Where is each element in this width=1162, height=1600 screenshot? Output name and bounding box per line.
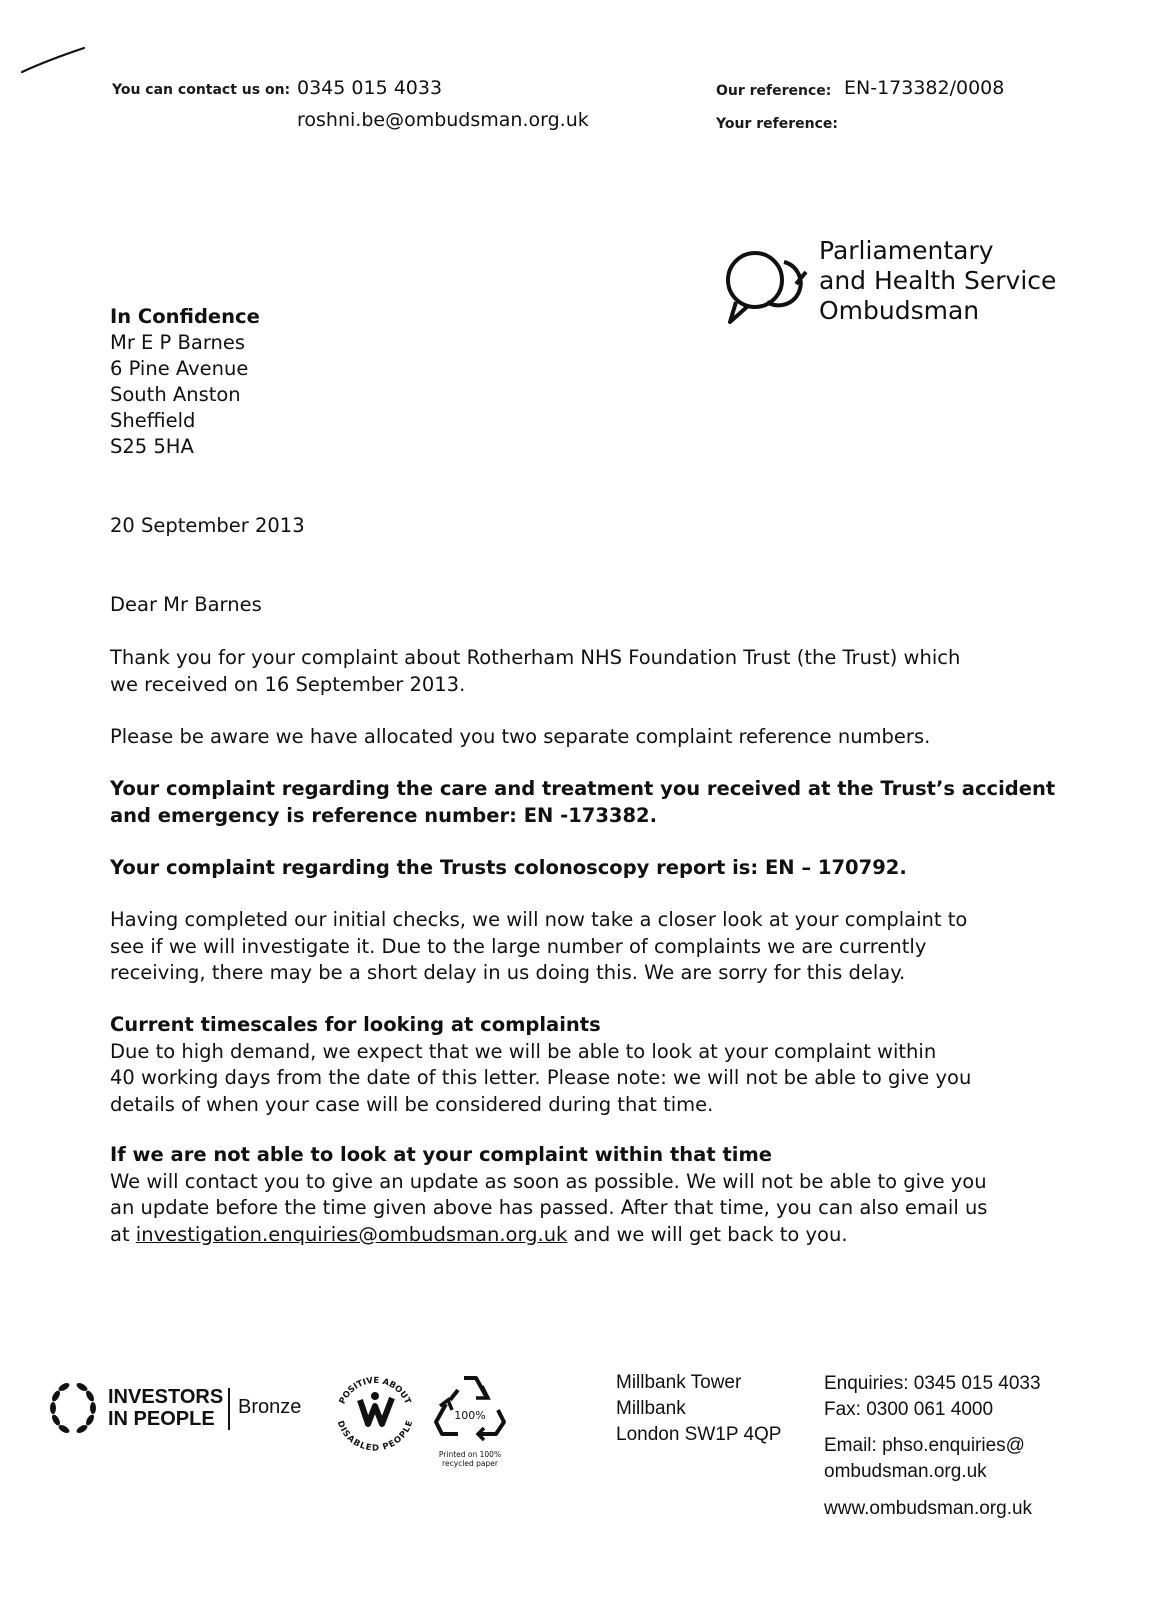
paragraph-line: see if we will investigate it. Due to the large number of complaints we are currently [110,934,927,958]
contact-email: roshni.be@ombudsman.org.uk [297,109,589,131]
footer-email-line-1: Email: phso.enquiries@ [824,1435,1025,1456]
paragraph-intro [110,645,1040,698]
address-line: London SW1P 4QP [616,1424,782,1445]
recycle-caption [432,1450,508,1468]
paragraph-initial-checks [110,907,1040,987]
paragraph-line: Thank you for your complaint about Rotherham NHS Foundation Trust (the Trust) which [110,646,961,669]
paragraph-line: Due to high demand, we expect that we will be able to look at your complaint within [110,1039,937,1063]
laurel-wreath-icon [44,1378,102,1438]
paragraph-line: We will contact you to give an update as soon as possible. We will not be able to give you [110,1169,987,1193]
your-reference-label: Your reference: [716,116,838,132]
positive-about-disabled-people-icon [330,1372,420,1452]
recycle-caption-line: Printed on 100% [438,1450,502,1459]
logo-line-2: and Health Service [819,266,1057,295]
paragraph-references [110,724,1040,751]
logo-line-1: Parliamentary [819,236,994,265]
footer-website[interactable]: www.ombudsman.org.uk [824,1498,1033,1519]
section-heading: If we are not able to look at your complaint within that time [110,1143,772,1166]
footer-address [616,1370,781,1448]
iip-level: Bronze [238,1396,302,1418]
in-confidence: In Confidence [110,305,260,328]
address-line: Millbank Tower [616,1372,742,1393]
recipient-city: Sheffield [110,409,196,432]
recipient-area: South Anston [110,383,241,406]
disabled-top-text: POSITIVE ABOUT [337,1375,413,1406]
paragraph-line: details of when your case will be considered during that time. [110,1092,714,1116]
paragraph-line: 40 working days from the date of this letter. Please note: we will not be able to give you [110,1066,972,1089]
our-reference-value: EN-173382/0008 [844,77,1005,99]
paragraph-line: Your complaint regarding the care and treatment you received at the Trust’s accident [110,777,1056,800]
paragraph-reference-colonoscopy [110,855,1040,882]
recycle-caption-line: recycled paper [442,1459,498,1468]
contact-phone: 0345 015 4033 [297,77,443,99]
enquiries-email-link[interactable]: investigation.enquiries@ombudsman.org.uk [135,1222,568,1246]
speech-bubble-logo-icon [722,244,810,330]
investors-in-people-logo [108,1386,223,1430]
pen-mark [18,40,98,80]
paragraph-line: we received on 16 September 2013. [110,672,466,696]
text-prefix: at [110,1222,136,1246]
address-line: Millbank [616,1398,686,1419]
paragraph-line [110,1222,1040,1249]
recipient-postcode: S25 5HA [110,435,194,458]
recipient-street: 6 Pine Avenue [110,357,249,380]
disabled-bottom-text: DISABLED PEOPLE [334,1419,416,1452]
paragraph-line: Your complaint regarding the Trusts colonoscopy report is: EN – 170792. [110,856,907,879]
recycle-icon [428,1370,512,1446]
paragraph-reference-ae [110,776,1056,829]
our-reference-label: Our reference: [716,83,832,99]
recipient-name: Mr E P Barnes [110,331,246,354]
footer-fax: Fax: 0300 061 4000 [824,1399,994,1420]
paragraph-line: an update before the time given above has passed. After that time, you can also email us [110,1196,988,1219]
paragraph-line: receiving, there may be a short delay in us doing this. We are sorry for this delay. [110,961,906,984]
paragraph-timescales [110,1012,1040,1118]
section-heading: Current timescales for looking at complaints [110,1013,601,1036]
iip-line-2: IN PEOPLE [108,1408,215,1430]
paragraph-not-able [110,1142,1040,1248]
salutation: Dear Mr Barnes [110,593,262,616]
paragraph-line: Having completed our initial checks, we will now take a closer look at your complaint to [110,908,968,931]
letter-date: 20 September 2013 [110,514,305,537]
paragraph-line: Please be aware we have allocated you two separate complaint reference numbers. [110,725,931,748]
iip-divider [228,1388,230,1430]
paragraph-line: and emergency is reference number: EN -173382. [110,803,658,827]
footer-enquiries: Enquiries: 0345 015 4033 [824,1373,1041,1394]
contact-label: You can contact us on: [112,82,291,98]
recycle-percent: 100% [454,1409,486,1422]
text-suffix: and we will get back to you. [567,1222,848,1246]
logo-line-3: Ombudsman [819,296,980,325]
footer-email-line-2: ombudsman.org.uk [824,1461,987,1482]
iip-line-1: INVESTORS [108,1386,224,1408]
